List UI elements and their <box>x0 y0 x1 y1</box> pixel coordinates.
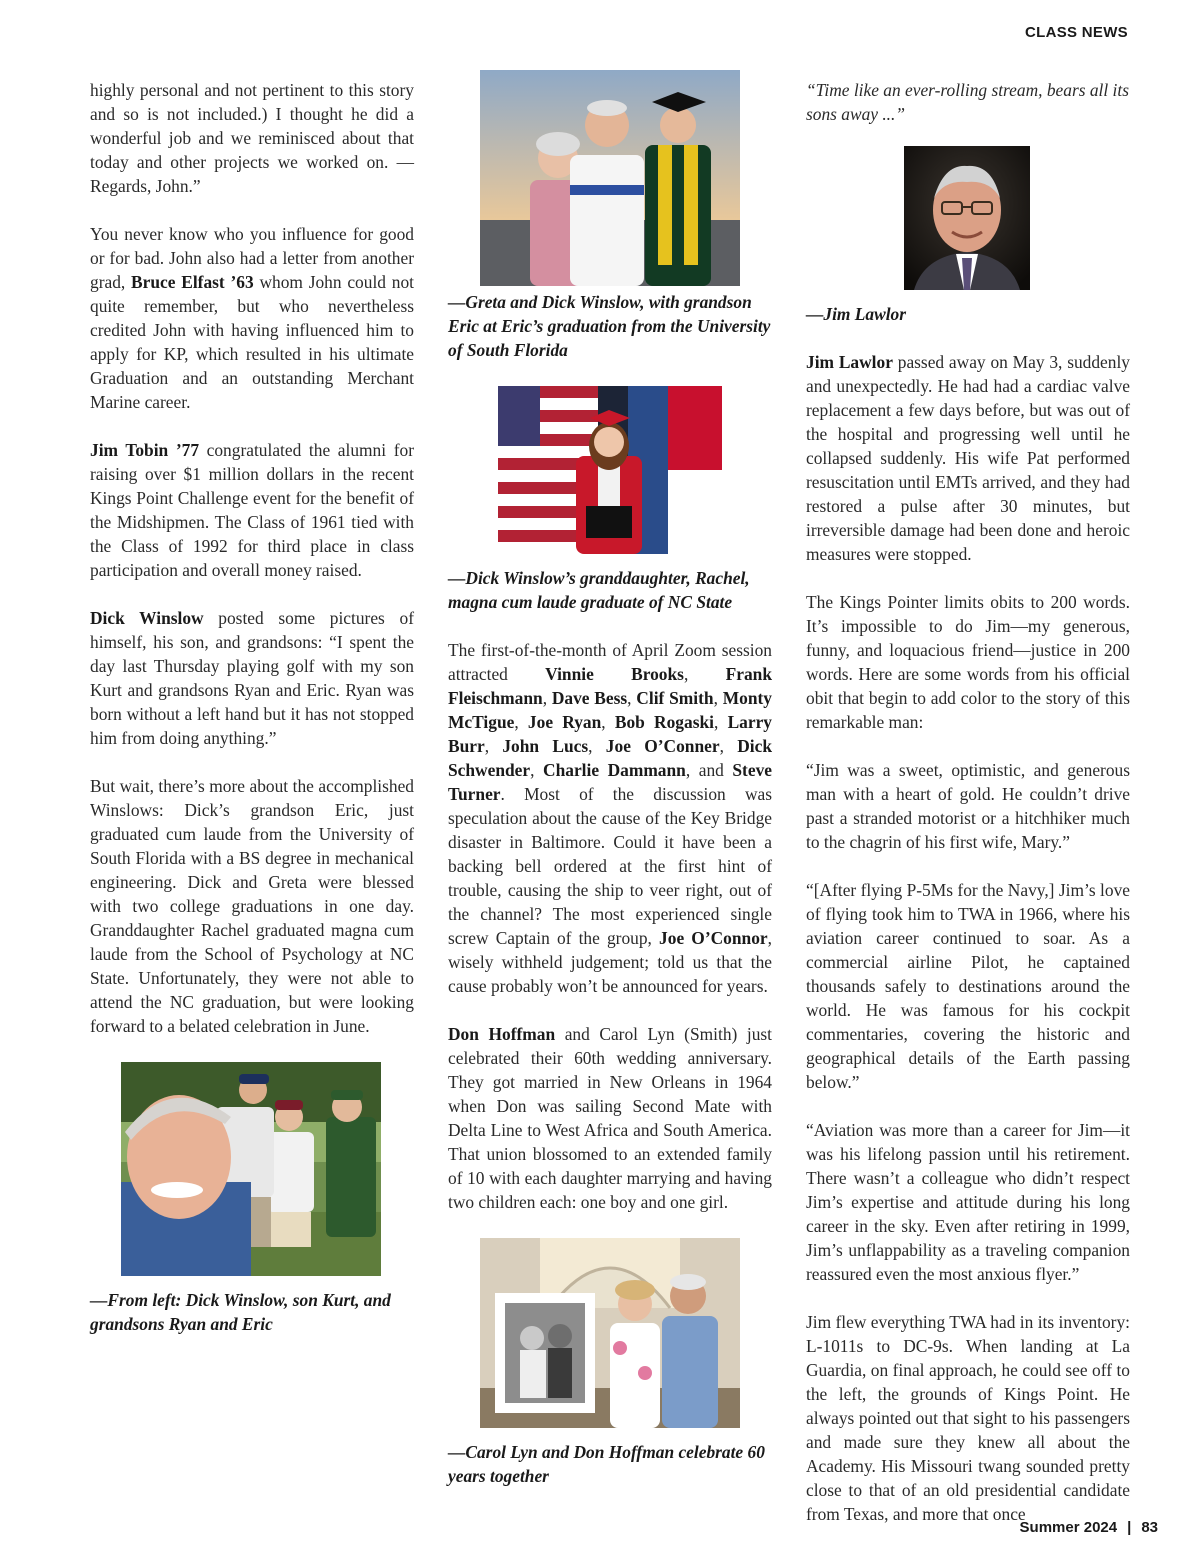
paragraph-lawlor-passing: Jim Lawlor passed away on May 3, suddenly and unexpectedly. He had had a cardiac valve replacement a few days before, but was out of the hospital and progressing well until he collapsed suddenly. His wife Pat performed resuscitation until EMTs arrived, and they had restored a pulse after 30 minutes, but irreversible damage had been done and heroic measures were stopped. <box>806 352 1130 564</box>
paragraph-dick-winslow: Dick Winslow posted some pictures of himself, his son, and grandsons: “I spent the day last Thursday playing golf with my son Kurt and grandsons Ryan and Eric. Ryan was born without a left hand but it has not stopped him from doing anything.” <box>90 608 414 748</box>
photo-golf-group <box>121 1062 381 1276</box>
paragraph-zoom-session: The first-of-the-month of April Zoom session attracted Vinnie Brooks, Frank Fleischmann, Dave Bess, Clif Smith, Monty McTigue, Joe Ryan, Bob Rogaski, Larry Burr, John Lucs, Joe O’Conner, Dick Schwender, Charlie Dammann, and Steve Turner. Most of the discussion was speculation about the cause of the Key Bridge disaster in Baltimore. Could it have been a backing bell ordered at the first hint of trouble, causing the ship to veer right, out of the channel? The most experienced single screw Captain of the group, Joe O’Connor, wisely withheld judgement; told us that the cause probably won’t be announced for years. <box>448 640 772 996</box>
paragraph-obit-quote-2: “[After flying P-5Ms for the Navy,] Jim’s love of flying took him to TWA in 1966, where his aviation career continued to soar. As a commercial airline Pilot, he captained thousands safely to destinations around the world. He was famous for his cockpit commentaries, covering the historic and geographical details of the Earth passing below.” <box>806 880 1130 1092</box>
page-footer <box>1020 1519 1158 1536</box>
name-jim-lawlor: Jim Lawlor <box>806 352 893 372</box>
photo-rachel-graduation <box>498 386 722 554</box>
paragraph-hoffman: Don Hoffman and Carol Lyn (Smith) just celebrated their 60th wedding anniversary. They got married in New Orleans in 1964 when Don was sailing Second Mate with Delta Line to West Africa and South America. That union blossomed to an extended family of 10 with each daughter marrying and having two children each: one boy and one girl. <box>448 1024 772 1212</box>
name-bruce-elfast: Bruce Elfast ’63 <box>131 272 254 292</box>
paragraph-obit-quote-3: “Aviation was more than a career for Jim—it was his lifelong passion until his retirement. There wasn’t a colleague who didn’t respect Jim’s expertise and attitude during his long career in the sky. Even after retiring in 1999, Jim’s unflappability as a traveling companion reassured even the most anxious flyer.” <box>806 1120 1130 1284</box>
photo-jim-lawlor <box>904 146 1030 290</box>
caption-rachel-graduation: —Dick Winslow’s granddaughter, Rachel, magna cum laude graduate of NC State <box>448 568 750 612</box>
epigraph-quote: “Time like an ever-rolling stream, bears all its sons away ...” <box>806 80 1129 124</box>
name-jim-tobin: Jim Tobin ’77 <box>90 440 200 460</box>
name-joe-oconnor: Joe O’Connor <box>659 928 768 948</box>
name-dick-winslow: Dick Winslow <box>90 608 204 628</box>
caption-jim-lawlor: —Jim Lawlor <box>806 304 907 324</box>
caption-hoffman-photo: —Carol Lyn and Don Hoffman celebrate 60 years together <box>448 1442 765 1486</box>
issue-label: Summer 2024 <box>1019 1519 1118 1536</box>
column-right <box>806 78 1130 1550</box>
paragraph-influence: You never know who you influence for good or for bad. John also had a letter from another grad, Bruce Elfast ’63 whom John could not quite remember, but who nevertheless credited John with having influenced him to apply for KP, which resulted in his ultimate Graduation and an outstanding Merchant Marine career. <box>90 224 414 412</box>
paragraph-obit-quote-1: “Jim was a sweet, optimistic, and generous man with a heart of gold. He couldn’t drive past a stranded motorist or a hitchhiker much to the chagrin of his first wife, Mary.” <box>806 760 1130 852</box>
name-don-hoffman: Don Hoffman <box>448 1024 556 1044</box>
footer-separator: | <box>1127 1519 1132 1536</box>
column-left <box>90 78 414 1360</box>
paragraph-winslow-graduations: But wait, there’s more about the accomplished Winslows: Dick’s grandson Eric, just graduated cum laude from the University of South Florida with a BS degree in mechanical engineering. Dick and Greta were blessed with two college graduations in one day. Granddaughter Rachel graduated magna cum laude from the School of Psychology at NC State. Unfortunately, they were not able to attend the NC graduation, but were looking forward to a belated celebration in June. <box>90 776 414 1036</box>
paragraph-john-letter: highly personal and not pertinent to this story and so is not included.) I thought he did a wonderful job and we reminisced about that today and other projects we worked on. —Regards, John.” <box>90 80 414 196</box>
section-header: CLASS NEWS <box>1024 24 1128 41</box>
paragraph-jim-tobin: Jim Tobin ’77 congratulated the alumni for raising over $1 million dollars in the recent Kings Point Challenge event for the benefit of the Midshipmen. The Class of 1961 tied with the Class of 1992 for third place in class participation and overall money raised. <box>90 440 414 580</box>
photo-eric-graduation <box>480 70 740 286</box>
page-number: 83 <box>1141 1519 1158 1536</box>
photo-hoffman-anniversary <box>480 1238 740 1428</box>
caption-golf-photo: —From left: Dick Winslow, son Kurt, and grandsons Ryan and Eric <box>90 1290 391 1334</box>
paragraph-obit-limit: The Kings Pointer limits obits to 200 words. It’s impossible to do Jim—my generous, funny, and loquacious friend—justice in 200 words. Here are some words from his official obit that begin to add color to the story of this remarkable man: <box>806 592 1130 732</box>
caption-eric-graduation: —Greta and Dick Winslow, with grandson Eric at Eric’s graduation from the University of South Florida <box>448 292 771 360</box>
paragraph-twa-career: Jim flew everything TWA had in its inventory: L-1011s to DC-9s. When landing at La Guardia, on final approach, he could see off to the left, the grounds of Kings Point. He always pointed out that sight to his passengers and made sure they knew all about the Academy. His Missouri twang sounded pretty close to that of an old presidential candidate from Texas, and more that once <box>806 1312 1130 1524</box>
column-middle <box>448 70 772 1512</box>
